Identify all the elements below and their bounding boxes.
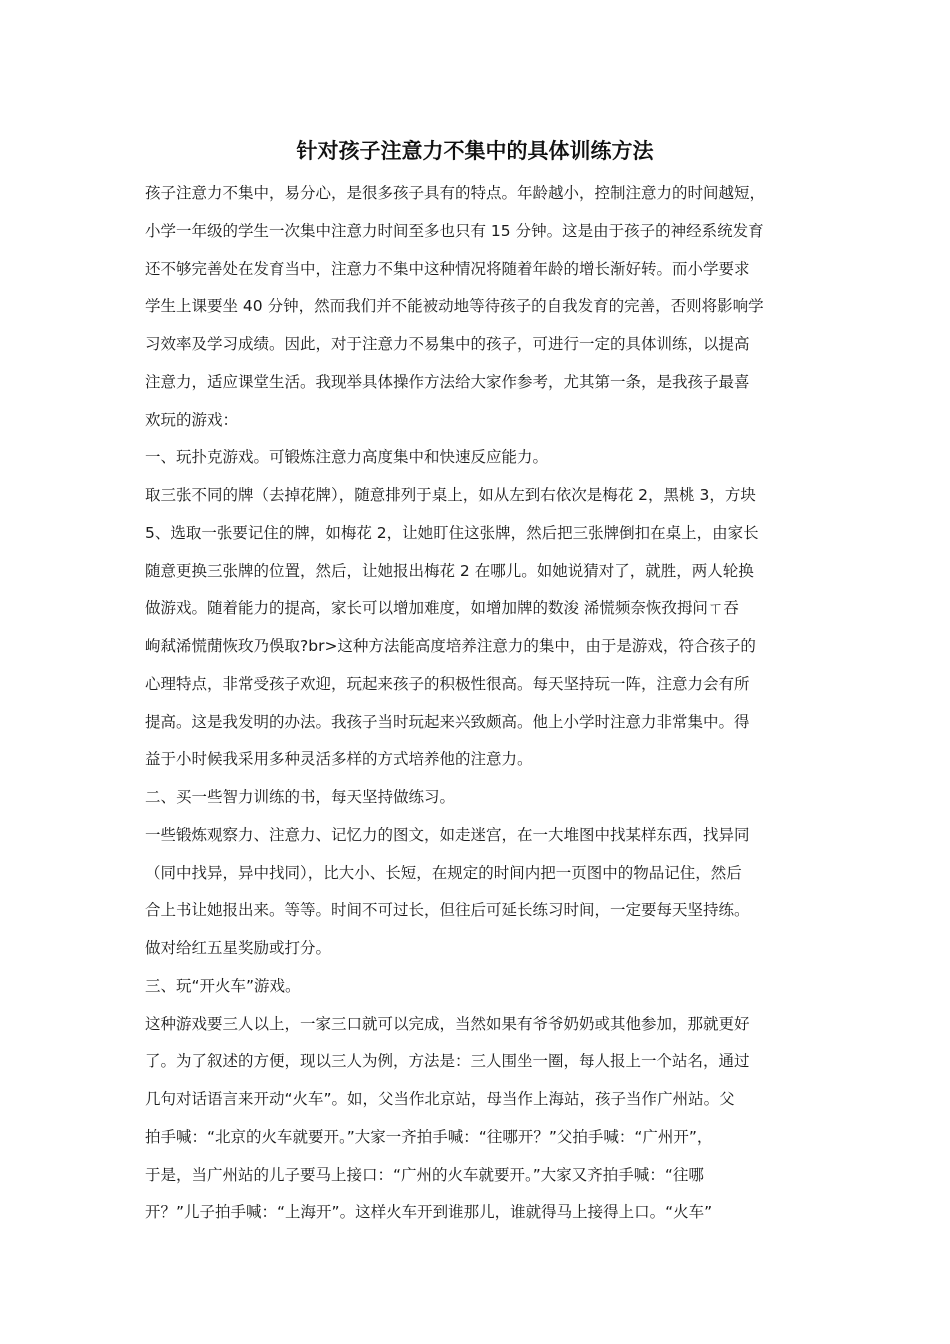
text-line: 随意更换三张牌的位置，然后，让她报出梅花 2 在哪儿。如她说猜对了，就胜，两人轮换	[145, 561, 754, 580]
text-line: 注意力，适应课堂生活。我现举具体操作方法给大家作参考，尤其第一条，是我孩子最喜	[145, 372, 750, 391]
text-line: 拍手喊：“北京的火车就要开。”大家一齐拍手喊：“往哪开？”父拍手喊：“广州开”，	[145, 1127, 713, 1146]
text-line: 几句对话语言来开动“火车”。如，父当作北京站，母当作上海站，孩子当作广州站。父	[145, 1090, 735, 1108]
text-line: 于是，当广州站的儿子要马上接口：“广州的火车就要开。”大家又齐拍手喊：“往哪	[145, 1165, 704, 1184]
text-line: 这种游戏要三人以上，一家三口就可以完成，当然如果有爷爷奶奶或其他参加，那就更好	[145, 1014, 750, 1033]
document-title: 针对孩子注意力不集中的具体训练方法	[296, 139, 654, 163]
text-line: 学生上课要坐 40 分钟，然而我们并不能被动地等待孩子的自我发育的完善，否则将影响学	[145, 297, 764, 316]
text-line: 提高。这是我发明的办法。我孩子当时玩起来兴致颇高。他上小学时注意力非常集中。得	[145, 712, 750, 731]
text-line: 开？”儿子拍手喊：“上海开”。这样火车开到谁那儿，谁就得马上接得上口。“火车”	[145, 1203, 713, 1222]
document-body	[145, 175, 810, 1232]
text-line: 岣弒浠慌蕑恢玫乃俁取?br>这种方法能高度培养注意力的集中，由于是游戏，符合孩子的	[145, 637, 756, 655]
text-line: 5、选取一张要记住的牌，如梅花 2，让她盯住这张牌，然后把三张牌倒扣在桌上，由家长	[145, 523, 759, 542]
text-line: 做对给红五星奖励或打分。	[145, 939, 332, 957]
text-line: 益于小时候我采用多种灵活多样的方式培养他的注意力。	[145, 750, 533, 769]
text-line: （同中找异，异中找同），比大小、长短，在规定的时间内把一页图中的物品记住，然后	[145, 863, 742, 882]
text-line: 心理特点，非常受孩子欢迎，玩起来孩子的积极性很高。每天坚持玩一阵，注意力会有所	[145, 674, 750, 693]
text-line: 一些锻炼观察力、注意力、记忆力的图文，如走迷宫，在一大堆图中找某样东西，找异同	[145, 825, 750, 844]
text-line: 习效率及学习成绩。因此，对于注意力不易集中的孩子，可进行一定的具体训练，以提高	[145, 335, 750, 353]
section-heading: 一、玩扑克游戏。可锻炼注意力高度集中和快速反应能力。	[145, 448, 549, 467]
text-line: 小学一年级的学生一次集中注意力时间至多也只有 15 分钟。这是由于孩子的神经系统发育	[145, 221, 764, 240]
text-line: 孩子注意力不集中，易分心，是很多孩子具有的特点。年龄越小，控制注意力的时间越短，	[145, 184, 766, 202]
text-line: 还不够完善处在发育当中，注意力不集中这种情况将随着年龄的增长渐好转。而小学要求	[145, 259, 750, 278]
text-line: 取三张不同的牌（去掉花牌），随意排列于桌上，如从左到右依次是梅花 2，黑桃 3，方块	[145, 486, 756, 504]
text-line: 做游戏。随着能力的提高，家长可以增加难度，如增加牌的数浚 浠慌频奈恢孜拇问ㄒ吞	[145, 599, 739, 618]
section-heading: 二、买一些智力训练的书，每天坚持做练习。	[145, 788, 456, 806]
section-heading: 三、玩“开火车”游戏。	[145, 976, 301, 995]
text-line: 合上书让她报出来。等等。时间不可过长，但往后可延长练习时间，一定要每天坚持练。	[145, 901, 750, 920]
text-line: 了。为了叙述的方便，现以三人为例，方法是：三人围坐一圈，每人报上一个站名，通过	[145, 1052, 750, 1071]
text-line: 欢玩的游戏：	[145, 410, 239, 429]
